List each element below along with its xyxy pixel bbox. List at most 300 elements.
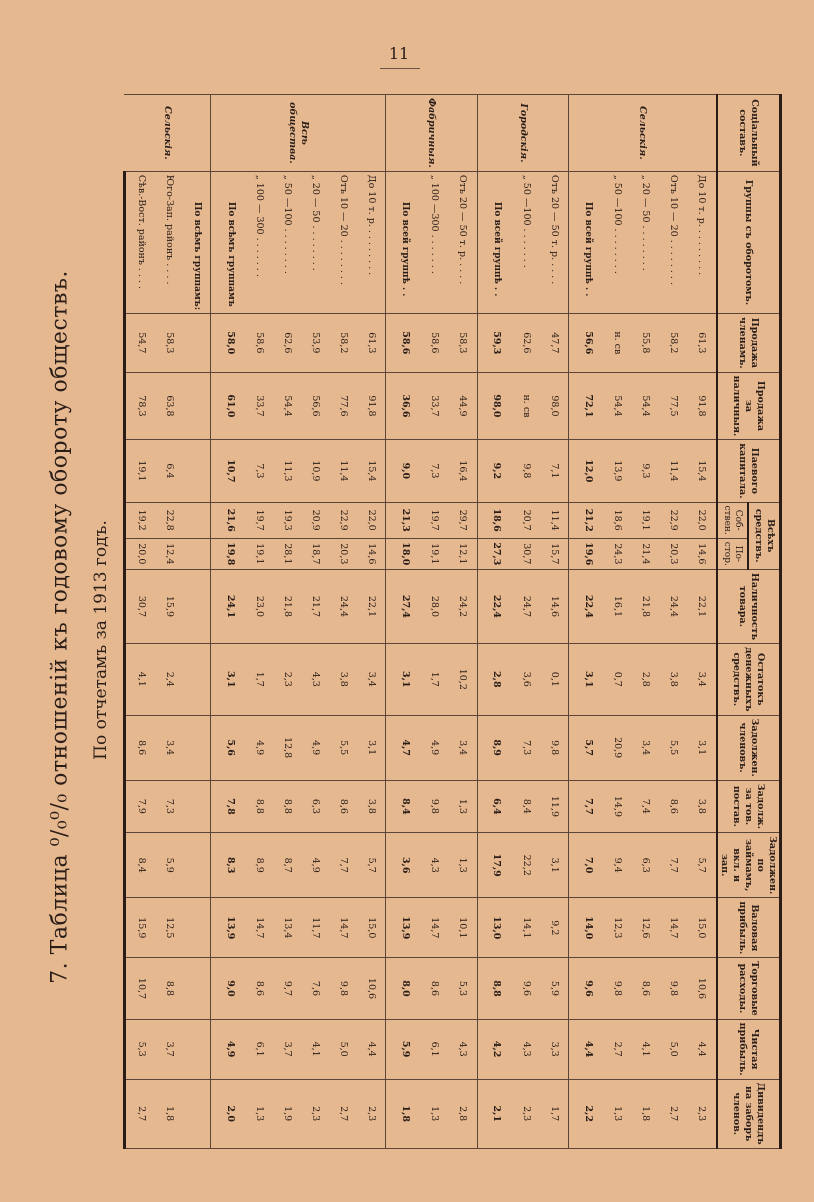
table-total-row xyxy=(211,95,246,1149)
table-cell: 0,7 xyxy=(603,644,631,715)
table-cell: 28,0 xyxy=(420,569,448,643)
turnover-group-label: По всѣмъ группамъ xyxy=(211,171,246,313)
table-cell: 24,3 xyxy=(603,538,631,569)
header-goods: Наличность товара. xyxy=(717,569,781,643)
table-row xyxy=(273,95,301,1149)
table-cell: 7,7 xyxy=(659,833,687,898)
table-cell: 7,3 xyxy=(246,440,274,502)
table-cell: 54,7 xyxy=(124,314,155,373)
table-cell: 4,9 xyxy=(420,715,448,780)
table-cell: 24,4 xyxy=(659,569,687,643)
table-cell: 1,7 xyxy=(420,644,448,715)
table-cell: 3,7 xyxy=(155,1019,183,1079)
table-cell: 19,1 xyxy=(246,538,274,569)
table-cell: 22,4 xyxy=(477,569,512,643)
table-cell: 18,6 xyxy=(477,502,512,538)
table-cell: 7,1 xyxy=(540,440,569,502)
table-cell: 7,3 xyxy=(420,440,448,502)
table-cell xyxy=(183,372,211,440)
table-cell: 7,4 xyxy=(631,780,659,832)
table-cell: 27,4 xyxy=(386,569,421,643)
table-row xyxy=(246,95,274,1149)
table-cell: 14,6 xyxy=(357,538,386,569)
table-cell: 7,3 xyxy=(155,780,183,832)
table-cell: 91,8 xyxy=(687,372,717,440)
social-group-label: Городскiя. xyxy=(477,95,568,172)
turnover-group-label: Отъ 20 — 50 т. р. . . . . xyxy=(540,171,569,313)
table-cell: 21,8 xyxy=(631,569,659,643)
table-cell: 20,3 xyxy=(659,538,687,569)
table-cell: 5,6 xyxy=(211,715,246,780)
table-row xyxy=(420,95,448,1149)
table-cell: 33,7 xyxy=(420,372,448,440)
table-cell: 8,9 xyxy=(246,833,274,898)
header-borrowed-funds: По-стор. xyxy=(717,538,748,569)
table-cell: 6,4 xyxy=(155,440,183,502)
table-cell: 8,8 xyxy=(477,958,512,1019)
table-cell: 27,3 xyxy=(477,538,512,569)
social-group-label: Всѣ общества. xyxy=(211,95,386,172)
table-cell: 3,6 xyxy=(512,644,540,715)
table-cell xyxy=(183,1079,211,1148)
table-cell: 7,8 xyxy=(211,780,246,832)
table-cell: 4,4 xyxy=(357,1019,386,1079)
table-cell: н. св xyxy=(603,314,631,373)
table-cell: 15,0 xyxy=(357,898,386,958)
table-cell: 6,3 xyxy=(301,780,329,832)
table-cell: 54,4 xyxy=(603,372,631,440)
table-cell: 12,0 xyxy=(569,440,604,502)
table-cell: 21,3 xyxy=(386,502,421,538)
statistics-table-container xyxy=(132,94,782,1145)
table-cell xyxy=(183,898,211,958)
table-cell: 22,9 xyxy=(329,502,357,538)
table-cell: 3,4 xyxy=(448,715,477,780)
table-cell: 3,6 xyxy=(386,833,421,898)
table-cell: 18,0 xyxy=(386,538,421,569)
table-cell: 19,1 xyxy=(124,440,155,502)
table-cell: 3,1 xyxy=(357,715,386,780)
table-cell: 5,9 xyxy=(540,958,569,1019)
table-cell: 10,2 xyxy=(448,644,477,715)
table-cell: 1,3 xyxy=(603,1079,631,1148)
table-cell: 21,2 xyxy=(569,502,604,538)
table-cell: 58,6 xyxy=(420,314,448,373)
subtitle-container xyxy=(86,490,116,790)
table-cell: 9,3 xyxy=(631,440,659,502)
table-cell: 8,4 xyxy=(124,833,155,898)
table-cell: 5,0 xyxy=(329,1019,357,1079)
table-cell: 1,3 xyxy=(246,1079,274,1148)
page-title: 7. Таблица ⁰/₀⁰/₀ отношенiй къ годовому обороту обществъ. xyxy=(47,270,73,984)
table-cell: 30,7 xyxy=(124,569,155,643)
turnover-group-label: Юго-Зап. районъ . . . . xyxy=(155,171,183,313)
turnover-group-label: До 10 т. р. . . . . . . . . xyxy=(357,171,386,313)
table-cell: 53,9 xyxy=(301,314,329,373)
table-cell: 8,7 xyxy=(273,833,301,898)
table-cell: 24,1 xyxy=(211,569,246,643)
table-cell: 24,4 xyxy=(329,569,357,643)
table-cell: 5,5 xyxy=(659,715,687,780)
table-cell: 4,3 xyxy=(448,1019,477,1079)
table-cell: 12,6 xyxy=(631,898,659,958)
table-cell: 61,3 xyxy=(687,314,717,373)
table-cell: 58,2 xyxy=(659,314,687,373)
table-cell: 58,3 xyxy=(448,314,477,373)
table-cell: 29,7 xyxy=(448,502,477,538)
table-cell: 28,1 xyxy=(273,538,301,569)
turnover-group-label: „ 20 — 50 . . . . . . . . xyxy=(631,171,659,313)
table-cell: 9,2 xyxy=(540,898,569,958)
table-cell: 22,1 xyxy=(687,569,717,643)
table-cell: 5,7 xyxy=(357,833,386,898)
table-cell xyxy=(183,715,211,780)
header-dividend: Дивидендъ на заборъ членов. xyxy=(717,1079,781,1148)
social-group-label: Сельскiя. xyxy=(569,95,717,172)
table-cell: 8,0 xyxy=(386,958,421,1019)
table-cell: 20,7 xyxy=(512,502,540,538)
table-cell xyxy=(183,569,211,643)
table-row xyxy=(448,95,477,1149)
table-cell: 21,8 xyxy=(273,569,301,643)
table-cell: 24,7 xyxy=(512,569,540,643)
table-cell: 20,9 xyxy=(301,502,329,538)
table-cell: 15,7 xyxy=(540,538,569,569)
table-cell: 33,7 xyxy=(246,372,274,440)
table-cell: 8,6 xyxy=(329,780,357,832)
table-total-row xyxy=(569,95,604,1149)
table-cell: 9,8 xyxy=(512,440,540,502)
table-cell: 2,8 xyxy=(631,644,659,715)
table-cell: 15,9 xyxy=(124,898,155,958)
turnover-group-label: Сѣв.-Вост. районъ . . . . xyxy=(124,171,155,313)
table-cell: 62,6 xyxy=(512,314,540,373)
header-sale-cash: Продажа за наличныя. xyxy=(717,372,781,440)
table-row xyxy=(124,95,155,1149)
table-cell: 14,7 xyxy=(246,898,274,958)
table-cell: 9,2 xyxy=(477,440,512,502)
table-cell: 8,6 xyxy=(659,780,687,832)
table-cell: 11,7 xyxy=(301,898,329,958)
table-cell: 5,5 xyxy=(329,715,357,780)
table-cell: 72,1 xyxy=(569,372,604,440)
header-sale-members: Продажа членамъ. xyxy=(717,314,781,373)
table-cell: 8,6 xyxy=(124,715,155,780)
turnover-group-label: „ 20 — 50 . . . . . . . . xyxy=(301,171,329,313)
table-cell: 4,3 xyxy=(420,833,448,898)
table-cell: 7,7 xyxy=(329,833,357,898)
table-cell: 1,8 xyxy=(631,1079,659,1148)
title-container xyxy=(36,270,84,984)
table-cell: 18,7 xyxy=(301,538,329,569)
table-cell: 1,7 xyxy=(246,644,274,715)
header-own-funds: Соб-ствен. xyxy=(717,502,748,538)
table-cell: 5,0 xyxy=(659,1019,687,1079)
table-cell xyxy=(183,440,211,502)
table-cell: 9,0 xyxy=(386,440,421,502)
table-cell: 7,6 xyxy=(301,958,329,1019)
table-row xyxy=(540,95,569,1149)
table-cell: 20,0 xyxy=(124,538,155,569)
header-groups: Группы съ оборотомъ. xyxy=(717,171,781,313)
table-cell: 4,7 xyxy=(386,715,421,780)
turnover-group-label: „ 100 — 300 . . . . . . . xyxy=(246,171,274,313)
table-cell: 6,1 xyxy=(420,1019,448,1079)
turnover-group-label: По всей группѣ . . xyxy=(569,171,604,313)
table-cell: 54,4 xyxy=(631,372,659,440)
table-cell: 54,4 xyxy=(273,372,301,440)
table-cell: н. св xyxy=(512,372,540,440)
table-cell: 13,9 xyxy=(386,898,421,958)
table-cell: 19,2 xyxy=(124,502,155,538)
table-cell: 9,7 xyxy=(273,958,301,1019)
table-total-row xyxy=(477,95,512,1149)
table-cell: 5,9 xyxy=(386,1019,421,1079)
table-row xyxy=(329,95,357,1149)
table-cell: 19,1 xyxy=(631,502,659,538)
page-number-rule xyxy=(380,68,420,69)
header-social: Соцiальный составъ. xyxy=(717,95,781,172)
table-cell: 11,4 xyxy=(540,502,569,538)
table-cell: 3,8 xyxy=(687,780,717,832)
table-cell: 9,6 xyxy=(512,958,540,1019)
table-cell: 8,8 xyxy=(273,780,301,832)
table-cell: 9,0 xyxy=(211,958,246,1019)
table-cell: 19,3 xyxy=(273,502,301,538)
table-cell: 15,4 xyxy=(687,440,717,502)
table-cell: 2,3 xyxy=(301,1079,329,1148)
table-cell: 63,8 xyxy=(155,372,183,440)
table-cell: 3,1 xyxy=(569,644,604,715)
header-gross-profit: Валовая прибыль. xyxy=(717,898,781,958)
table-cell: 14,7 xyxy=(329,898,357,958)
table-row xyxy=(631,95,659,1149)
table-cell: 36,6 xyxy=(386,372,421,440)
table-total-row xyxy=(386,95,421,1149)
table-cell: 3,4 xyxy=(357,644,386,715)
table-row xyxy=(155,95,183,1149)
table-cell: 56,6 xyxy=(569,314,604,373)
social-group-label: Сельскiя. xyxy=(124,95,210,172)
table-cell xyxy=(183,644,211,715)
table-cell: 2,4 xyxy=(155,644,183,715)
table-cell: 2,7 xyxy=(124,1079,155,1148)
table-cell: 8,4 xyxy=(512,780,540,832)
table-cell: 2,2 xyxy=(569,1079,604,1148)
table-cell: 7,0 xyxy=(569,833,604,898)
table-cell: 15,4 xyxy=(357,440,386,502)
table-cell xyxy=(183,958,211,1019)
table-cell: 20,3 xyxy=(329,538,357,569)
table-cell: 4,3 xyxy=(512,1019,540,1079)
table-cell: 0,1 xyxy=(540,644,569,715)
table-row xyxy=(301,95,329,1149)
table-cell: 21,6 xyxy=(211,502,246,538)
table-row xyxy=(687,95,717,1149)
table-cell: 62,6 xyxy=(273,314,301,373)
table-row xyxy=(183,95,211,1149)
table-cell: 3,1 xyxy=(211,644,246,715)
table-cell: 30,7 xyxy=(512,538,540,569)
table-cell: 1,9 xyxy=(273,1079,301,1148)
table-cell: 8,4 xyxy=(386,780,421,832)
table-cell: 2,1 xyxy=(477,1079,512,1148)
turnover-group-label: Отъ 10 — 20 . . . . . . . . xyxy=(659,171,687,313)
table-cell: 4,9 xyxy=(301,715,329,780)
turnover-group-label: По всей группѣ . . xyxy=(477,171,512,313)
table-cell: 91,8 xyxy=(357,372,386,440)
table-cell: 58,3 xyxy=(155,314,183,373)
table-cell xyxy=(183,314,211,373)
table-cell: 9,8 xyxy=(603,958,631,1019)
table-cell: 4,9 xyxy=(211,1019,246,1079)
table-cell: 3,8 xyxy=(329,644,357,715)
table-cell: 24,2 xyxy=(448,569,477,643)
table-cell: 16,4 xyxy=(448,440,477,502)
table-cell: 10,9 xyxy=(301,440,329,502)
table-cell: 1,3 xyxy=(448,780,477,832)
table-cell: 17,9 xyxy=(477,833,512,898)
table-row xyxy=(659,95,687,1149)
table-cell: 5,3 xyxy=(448,958,477,1019)
table-cell: 12,1 xyxy=(448,538,477,569)
social-group-label: Фабричныя. xyxy=(386,95,477,172)
table-cell: 98,0 xyxy=(540,372,569,440)
table-cell: 4,2 xyxy=(477,1019,512,1079)
table-cell: 2,7 xyxy=(603,1019,631,1079)
table-cell: 11,4 xyxy=(329,440,357,502)
table-cell: 11,3 xyxy=(273,440,301,502)
table-cell: 47,7 xyxy=(540,314,569,373)
table-cell: 22,0 xyxy=(687,502,717,538)
table-cell: 98,0 xyxy=(477,372,512,440)
table-cell: 3,3 xyxy=(540,1019,569,1079)
table-cell: 15,9 xyxy=(155,569,183,643)
header-share-capital: Паевого капитала. xyxy=(717,440,781,502)
header-trade-expenses: Торговые расходы. xyxy=(717,958,781,1019)
table-cell: 19,8 xyxy=(211,538,246,569)
turnover-group-label: „ 50 —100 . . . . . . . . xyxy=(273,171,301,313)
table-cell: 13,9 xyxy=(603,440,631,502)
table-cell: 19,6 xyxy=(569,538,604,569)
table-cell: 9,4 xyxy=(603,833,631,898)
table-cell: 58,6 xyxy=(246,314,274,373)
table-cell: 2,7 xyxy=(659,1079,687,1148)
table-cell: 4,9 xyxy=(301,833,329,898)
statistics-table xyxy=(123,94,782,1149)
header-cash: Остатокъ денежныхъ средствъ. xyxy=(717,644,781,715)
table-cell: 2,3 xyxy=(512,1079,540,1148)
table-cell: 3,8 xyxy=(357,780,386,832)
table-cell: 13,4 xyxy=(273,898,301,958)
table-cell xyxy=(183,538,211,569)
header-members-debt: Задолжен. членовъ. xyxy=(717,715,781,780)
table-cell: 7,9 xyxy=(124,780,155,832)
table-cell: 5,7 xyxy=(569,715,604,780)
table-cell: 6,4 xyxy=(477,780,512,832)
table-cell: 6,3 xyxy=(631,833,659,898)
table-cell: 7,7 xyxy=(569,780,604,832)
table-cell: 22,1 xyxy=(357,569,386,643)
table-cell xyxy=(183,780,211,832)
table-cell: 77,5 xyxy=(659,372,687,440)
table-cell: 3,1 xyxy=(687,715,717,780)
table-cell: 5,7 xyxy=(687,833,717,898)
table-cell: 14,1 xyxy=(512,898,540,958)
header-all-funds: Всѣхъ средствъ. xyxy=(748,502,781,569)
table-cell: 77,6 xyxy=(329,372,357,440)
table-cell: 21,7 xyxy=(301,569,329,643)
table-body xyxy=(124,95,716,1149)
table-cell: 12,4 xyxy=(155,538,183,569)
table-cell: 11,4 xyxy=(659,440,687,502)
turnover-group-label: До 10 т. р. . . . . . . . . xyxy=(687,171,717,313)
table-cell: 2,8 xyxy=(477,644,512,715)
turnover-group-label: По всей группѣ . . xyxy=(386,171,421,313)
table-cell: 8,6 xyxy=(631,958,659,1019)
table-cell: 4,3 xyxy=(301,644,329,715)
table-cell: 59,3 xyxy=(477,314,512,373)
table-cell: 55,8 xyxy=(631,314,659,373)
table-cell: 3,8 xyxy=(659,644,687,715)
table-cell: 10,1 xyxy=(448,898,477,958)
turnover-group-label: „ 50 —100 . . . . . . . xyxy=(512,171,540,313)
table-cell: 3,4 xyxy=(155,715,183,780)
table-cell: 4,1 xyxy=(631,1019,659,1079)
turnover-group-label: „ 50 —100 . . . . . . . . xyxy=(603,171,631,313)
table-cell: 10,6 xyxy=(357,958,386,1019)
table-cell: 12,5 xyxy=(155,898,183,958)
table-cell: 8,6 xyxy=(246,958,274,1019)
table-cell: 3,1 xyxy=(386,644,421,715)
table-cell: 4,1 xyxy=(301,1019,329,1079)
table-cell: 12,8 xyxy=(273,715,301,780)
table-cell: 4,1 xyxy=(124,644,155,715)
table-cell: 22,9 xyxy=(659,502,687,538)
table-cell: 61,3 xyxy=(357,314,386,373)
table-cell: 9,8 xyxy=(420,780,448,832)
table-cell: 9,6 xyxy=(569,958,604,1019)
table-cell: 1,7 xyxy=(540,1079,569,1148)
table-cell: 13,0 xyxy=(477,898,512,958)
table-cell: 8,8 xyxy=(246,780,274,832)
table-cell: 9,8 xyxy=(329,958,357,1019)
table-cell: 19,7 xyxy=(420,502,448,538)
table-cell: 58,2 xyxy=(329,314,357,373)
turnover-group-label: Отъ 10 — 20 . . . . . . . . xyxy=(329,171,357,313)
table-cell: 14,7 xyxy=(420,898,448,958)
table-cell: 4,9 xyxy=(246,715,274,780)
table-cell: 7,3 xyxy=(512,715,540,780)
table-cell: 10,6 xyxy=(687,958,717,1019)
table-cell: 22,0 xyxy=(357,502,386,538)
table-cell: 10,7 xyxy=(211,440,246,502)
table-cell: 5,9 xyxy=(155,833,183,898)
table-cell: 1,3 xyxy=(448,833,477,898)
table-cell: 2,3 xyxy=(357,1079,386,1148)
table-cell: 4,4 xyxy=(687,1019,717,1079)
table-cell: 9,8 xyxy=(659,958,687,1019)
table-cell: 8,9 xyxy=(477,715,512,780)
table-cell: 13,9 xyxy=(211,898,246,958)
table-cell: 3,1 xyxy=(540,833,569,898)
table-cell: 58,6 xyxy=(386,314,421,373)
table-cell: 21,4 xyxy=(631,538,659,569)
table-cell: 18,6 xyxy=(603,502,631,538)
table-cell: 14,6 xyxy=(687,538,717,569)
table-cell xyxy=(183,833,211,898)
table-cell: 9,8 xyxy=(540,715,569,780)
